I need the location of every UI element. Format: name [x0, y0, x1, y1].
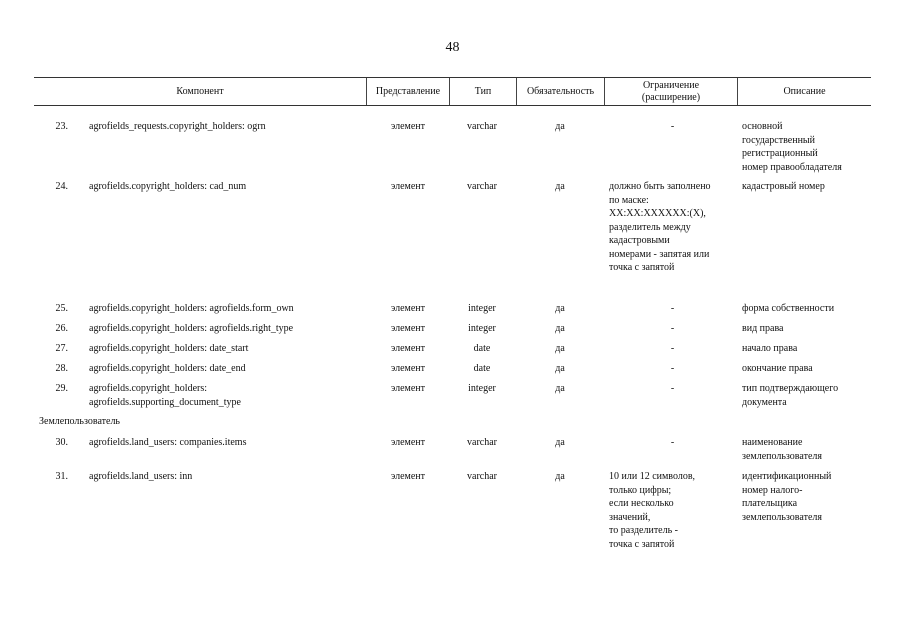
limit-cell [609, 120, 736, 134]
component-cell-line: agrofields.supporting_document_type [89, 396, 241, 408]
type-cell: varchar [467, 437, 497, 448]
representation-cell: элемент [390, 437, 426, 448]
description-cell [742, 120, 870, 174]
description-cell-line: вид права [742, 323, 784, 334]
description-cell-line: регистрационный [742, 148, 818, 159]
row-number: 25. [55, 303, 68, 314]
row-number: 24. [55, 181, 68, 192]
representation-cell: элемент [390, 121, 426, 132]
description-cell-line: землепользователя [742, 450, 822, 462]
component-cell [89, 470, 361, 484]
representation-cell: элемент [390, 303, 426, 314]
component-cell-line: agrofields.copyright_holders: agrofields.form_own [89, 303, 294, 314]
type-cell: varchar [467, 121, 497, 132]
limit-cell-line: - [670, 343, 675, 354]
description-cell-line: тип подтверждающего [742, 383, 839, 394]
limit-cell [609, 322, 736, 336]
representation-cell: элемент [390, 383, 426, 394]
component-cell [89, 120, 361, 134]
limit-cell [609, 436, 736, 450]
col-type-header: Тип [474, 85, 492, 97]
type-cell: integer [468, 323, 496, 334]
limit-cell-line: значений, [609, 511, 651, 523]
required-cell: да [555, 323, 565, 334]
component-cell [89, 362, 361, 376]
component-cell [89, 322, 361, 336]
representation-cell: элемент [390, 323, 426, 334]
component-cell [89, 342, 361, 356]
description-cell [742, 382, 870, 409]
required-cell: да [555, 383, 565, 394]
component-cell-line: agrofields.copyright_holders: date_start [89, 343, 249, 354]
col-description-header: Описание [783, 85, 826, 97]
limit-cell-line: точка с запятой [609, 538, 675, 550]
description-cell-line: идентификационный [742, 471, 832, 482]
type-cell: varchar [467, 181, 497, 192]
col-representation-header: Представление [375, 85, 441, 97]
limit-cell [609, 302, 736, 316]
representation-cell: элемент [390, 471, 426, 482]
description-cell [742, 342, 870, 356]
row-number: 23. [55, 121, 68, 132]
limit-cell-line: - [670, 437, 675, 448]
limit-cell-line: разделитель между [609, 221, 691, 233]
description-cell-line: основной [742, 121, 783, 132]
description-cell [742, 362, 870, 376]
row-number: 26. [55, 323, 68, 334]
limit-cell-line: кадастровыми [609, 235, 670, 246]
component-cell [89, 180, 361, 194]
row-number: 29. [55, 383, 68, 394]
type-cell: integer [468, 383, 496, 394]
required-cell: да [555, 303, 565, 314]
description-cell-line: номер правообладателя [742, 161, 842, 173]
representation-cell: элемент [390, 343, 426, 354]
type-cell: date [473, 343, 491, 354]
limit-cell-line: точка с запятой [609, 262, 675, 273]
description-cell [742, 436, 870, 463]
description-cell-line: окончание права [742, 363, 813, 374]
description-cell [742, 302, 870, 316]
row-number: 27. [55, 343, 68, 354]
limit-cell-line: XX:XX:XXXXXX:(X), [609, 208, 706, 219]
limit-cell-line: - [670, 383, 675, 394]
component-cell-line: agrofields_requests.copyright_holders: ogrn [89, 121, 266, 132]
limit-cell-line: - [670, 323, 675, 334]
component-cell-line: agrofields.copyright_holders: cad_num [89, 181, 247, 192]
limit-cell [609, 470, 736, 551]
required-cell: да [555, 181, 565, 192]
limit-cell [609, 180, 736, 275]
component-cell-line: agrofields.copyright_holders: agrofields.right_type [89, 323, 294, 334]
row-number: 30. [55, 437, 68, 448]
type-cell: varchar [467, 471, 497, 482]
required-cell: да [555, 343, 565, 354]
required-cell: да [555, 121, 565, 132]
component-cell [89, 302, 361, 316]
required-cell: да [555, 471, 565, 482]
col-required-header: Обязательность [526, 85, 595, 97]
description-cell-line: наименование [742, 437, 803, 448]
component-cell [89, 382, 361, 409]
component-cell-line: agrofields.copyright_holders: date_end [89, 363, 246, 374]
row-number: 28. [55, 363, 68, 374]
representation-cell: элемент [390, 363, 426, 374]
description-cell-line: плательщика [742, 498, 798, 509]
description-cell [742, 180, 870, 194]
limit-cell [609, 362, 736, 376]
component-cell-line: agrofields.land_users: companies.items [89, 437, 247, 448]
limit-cell-line: - [670, 363, 675, 374]
type-cell: date [473, 363, 491, 374]
required-cell: да [555, 363, 565, 374]
limit-cell-line: - [670, 121, 675, 132]
component-cell-line: agrofields.copyright_holders: [89, 383, 208, 394]
col-limit-header-line1: Ограничение [642, 79, 700, 91]
limit-cell-line: если несколько [609, 498, 674, 509]
col-component-header: Компонент [176, 85, 224, 97]
description-cell-line: форма собственности [742, 303, 835, 314]
description-cell-line: кадастровый номер [742, 181, 825, 192]
limit-cell-line: то разделитель - [609, 525, 679, 536]
page-number: 48 [445, 40, 460, 55]
required-cell: да [555, 437, 565, 448]
limit-cell-line: только цифры; [609, 484, 672, 496]
description-cell-line: начало права [742, 343, 798, 354]
col-limit-header-line2: (расширение) [641, 91, 701, 103]
limit-cell-line: 10 или 12 символов, [609, 471, 696, 482]
component-cell [89, 436, 361, 450]
description-cell-line: государственный [742, 134, 815, 146]
description-cell-line: документа [742, 396, 787, 408]
representation-cell: элемент [390, 181, 426, 192]
limit-cell-line: должно быть заполнено [609, 181, 711, 192]
limit-cell-line: номерами - запятая или [609, 248, 710, 260]
limit-cell [609, 382, 736, 396]
section-label: Землепользователь [39, 416, 120, 427]
description-cell-line: землепользователя [742, 511, 822, 523]
type-cell: integer [468, 303, 496, 314]
description-cell [742, 470, 870, 524]
limit-cell-line: - [670, 303, 675, 314]
col-limit-header [605, 78, 737, 105]
limit-cell [609, 342, 736, 356]
row-number: 31. [55, 471, 68, 482]
description-cell [742, 322, 870, 336]
table-header [34, 77, 871, 106]
limit-cell-line: по маске: [609, 194, 649, 206]
component-cell-line: agrofields.land_users: inn [89, 471, 193, 482]
description-cell-line: номер налого- [742, 484, 803, 496]
